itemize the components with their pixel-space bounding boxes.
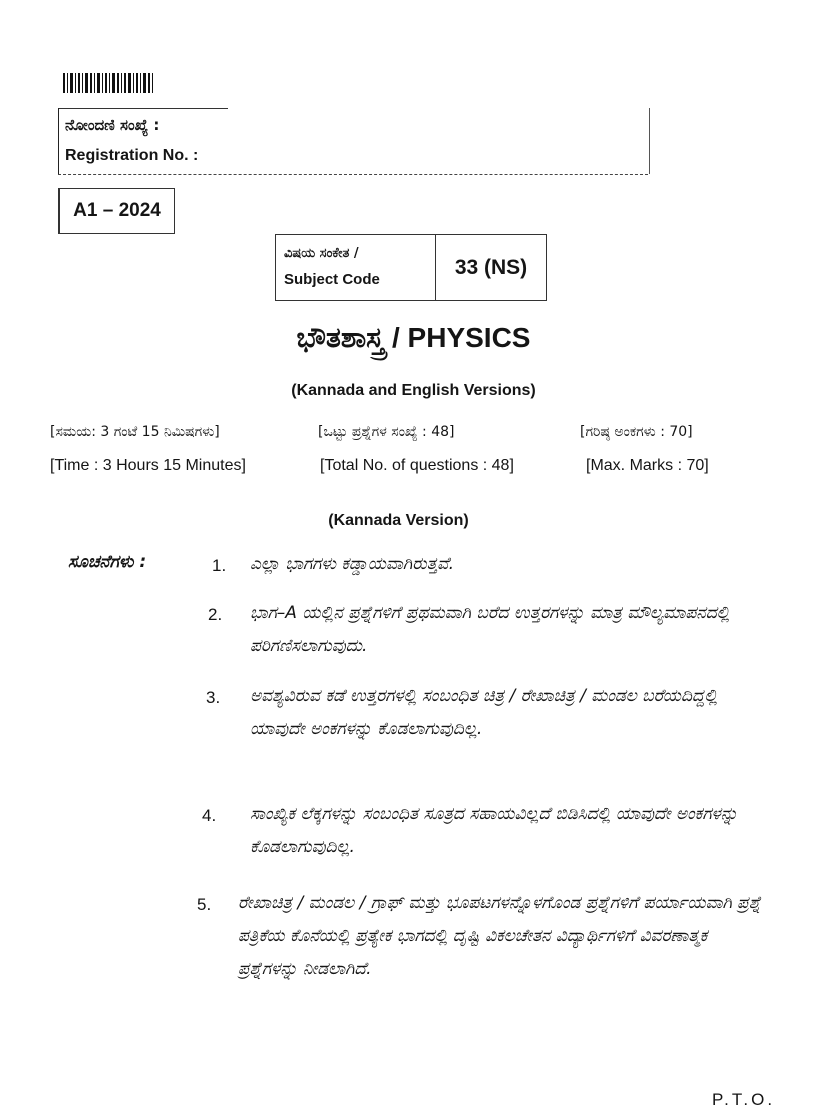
subject-code-value: 33 (NS) — [454, 255, 528, 279]
instruction-number: 2. — [208, 605, 223, 624]
registration-label-kannada: ನೋಂದಣಿ ಸಂಖ್ಯೆ : — [65, 116, 160, 134]
marks-kannada: [ಗರಿಷ್ಠ ಅಂಕಗಳು : 70] — [580, 424, 693, 440]
paper-code: A1 – 2024 — [58, 188, 175, 234]
kannada-version-heading: (Kannada Version) — [328, 512, 469, 529]
instruction-text: ಸಾಂಖ್ಯಿಕ ಲೆಕ್ಕಗಳನ್ನು ಸಂಬಂಧಿತ ಸೂತ್ರದ ಸಹಾಯವಿಲ್ಲದೆ ಬಿಡಿಸಿದಲ್ಲಿ ಯಾವುದೇ ಅಂಕಗಳನ್ನು ಕೊಡಲಾಗುವುದಿಲ್ಲ. — [250, 804, 738, 857]
time-english: [Time : 3 Hours 15 Minutes] — [50, 457, 246, 474]
time-kannada: [ಸಮಯ: 3 ಗಂಟೆ 15 ನಿಮಿಷಗಳು] — [50, 424, 220, 440]
pto-footer: P.T.O. — [712, 1090, 776, 1109]
registration-box-bottom-border — [58, 174, 648, 175]
instructions-label: ಸೂಚನೆಗಳು : — [68, 552, 147, 572]
subject-code-label-english: Subject Code — [284, 271, 380, 288]
instruction-text: ಎಲ್ಲಾ ಭಾಗಗಳು ಕಡ್ಡಾಯವಾಗಿರುತ್ತವೆ. — [250, 554, 455, 574]
instruction-number: 3. — [206, 688, 221, 707]
versions-note: (Kannada and English Versions) — [291, 382, 536, 399]
questions-english: [Total No. of questions : 48] — [320, 457, 514, 474]
subject-code-label-kannada: ವಿಷಯ ಸಂಕೇತ / — [284, 246, 359, 261]
instruction-number: 5. — [197, 895, 212, 914]
questions-kannada: [ಒಟ್ಟು ಪ್ರಶ್ನೆಗಳ ಸಂಖ್ಯೆ : 48] — [318, 424, 455, 440]
instruction-number: 1. — [212, 556, 227, 575]
instruction-text: ಭಾಗ–A ಯಲ್ಲಿನ ಪ್ರಶ್ನೆಗಳಿಗೆ ಪ್ರಥಮವಾಗಿ ಬರೆದ ಉತ್ತರಗಳನ್ನು ಮಾತ್ರ ಮೌಲ್ಯಮಾಪನದಲ್ಲಿ ಪರಿಗಣಿಸಲಾಗುವುದು. — [250, 603, 730, 656]
registration-number-field[interactable] — [232, 110, 644, 172]
barcode — [63, 73, 175, 93]
page-title: ಭೌತಶಾಸ್ತ್ರ / PHYSICS — [296, 322, 531, 353]
instruction-text: ಅವಶ್ಯವಿರುವ ಕಡೆ ಉತ್ತರಗಳಲ್ಲಿ ಸಂಬಂಧಿತ ಚಿತ್ರ / ರೇಖಾಚಿತ್ರ / ಮಂಡಲ ಬರೆಯದಿದ್ದಲ್ಲಿ ಯಾವುದೇ ಅಂಕಗಳನ್ನು ಕೊಡಲಾಗುವುದಿಲ್ಲ. — [250, 686, 718, 739]
instruction-number: 4. — [202, 806, 217, 825]
marks-english: [Max. Marks : 70] — [586, 457, 709, 474]
registration-label-english: Registration No. : — [65, 147, 199, 164]
instruction-text: ರೇಖಾಚಿತ್ರ / ಮಂಡಲ / ಗ್ರಾಫ್ ಮತ್ತು ಭೂಪಟಗಳನ್ನೊಳಗೊಂಡ ಪ್ರಶ್ನೆಗಳಿಗೆ ಪರ್ಯಾಯವಾಗಿ ಪ್ರಶ್ನೆ ಪತ್ರಿಕೆಯ ಕೊನೆಯಲ್ಲಿ ಪ್ರತ್ಯೇಕ ಭಾಗದಲ್ಲಿ ದೃಷ್ಟಿ ವಿಕಲಚೇತನ ವಿದ್ಯಾರ್ಥಿಗಳಿಗೆ ವಿವರಣಾತ್ಮಕ ಪ್ರಶ್ನೆಗಳನ್ನು ನೀಡಲಾಗಿದೆ. — [238, 893, 762, 979]
subject-code-box — [275, 234, 547, 301]
